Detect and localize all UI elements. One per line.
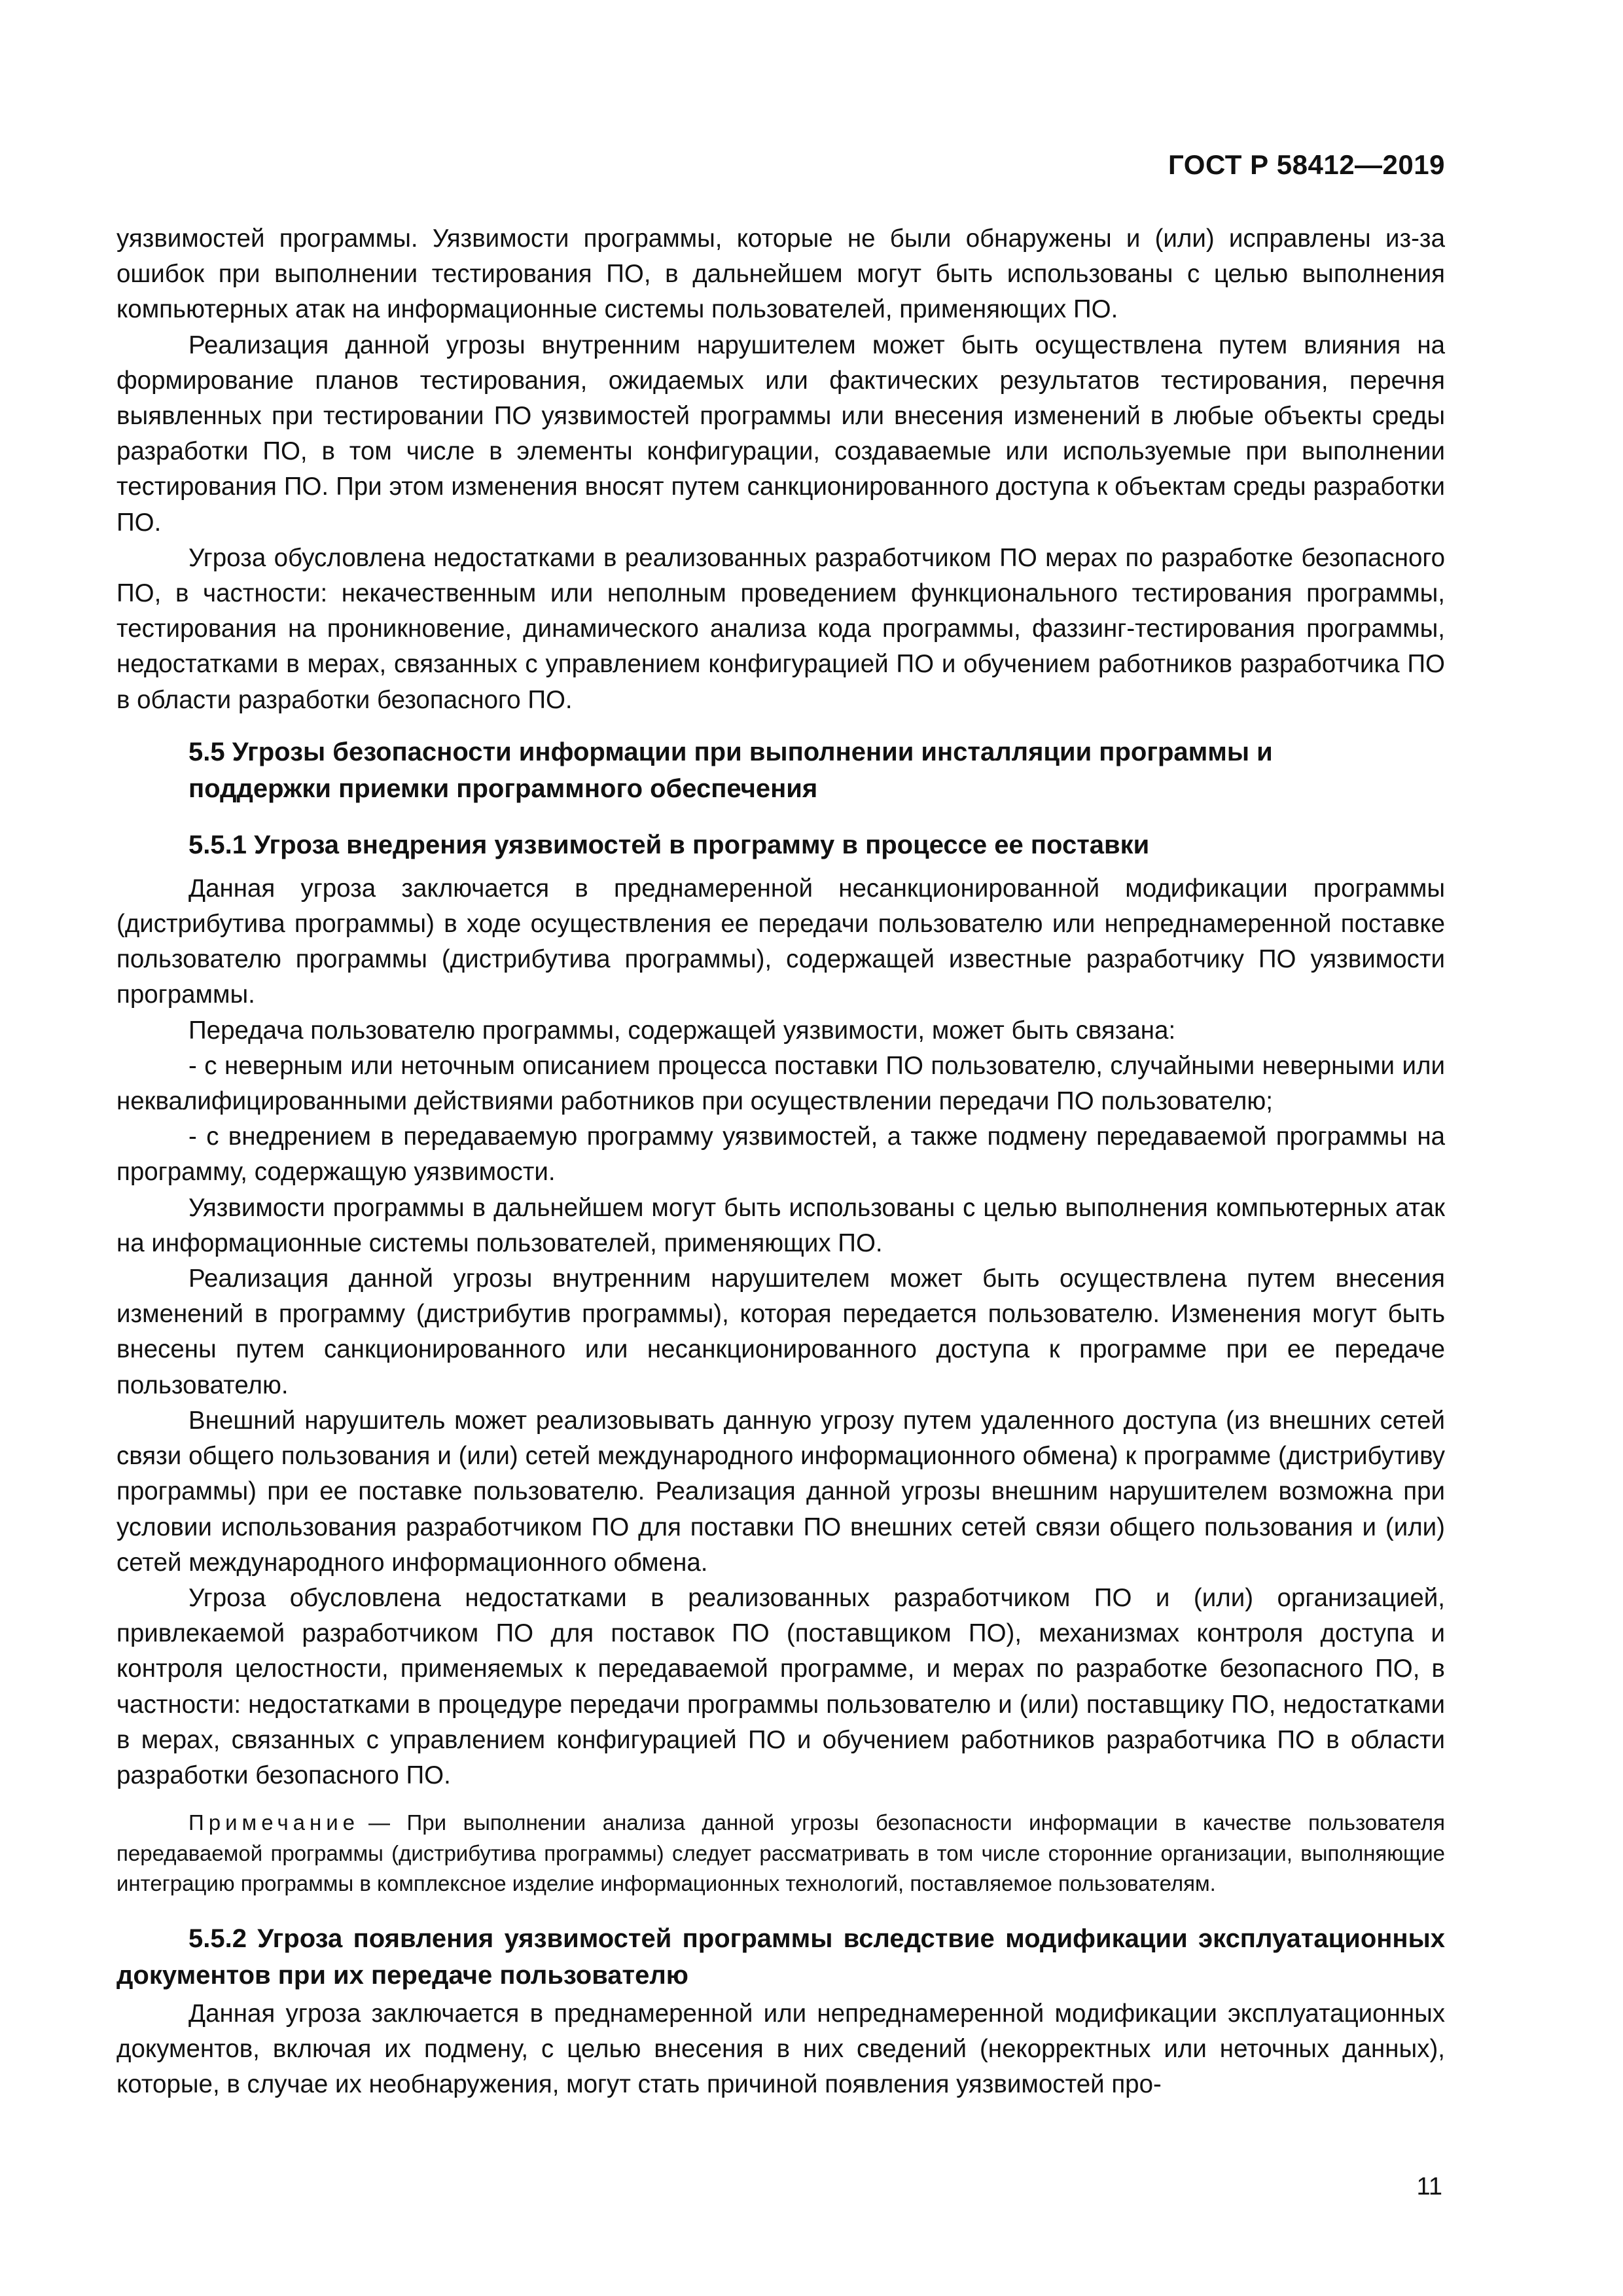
note — [116, 1808, 1445, 1899]
page-content — [116, 221, 1445, 2102]
paragraph: Уязвимости программы в дальнейшем могут быть использованы с целью выполнения компьютерных атак на информационные системы пользователей, применяющих ПО. — [116, 1193, 1445, 1257]
paragraph: Реализация данной угрозы внутренним нарушителем может быть осуществлена путем внесения изменений в программу (дистрибутив программы), которая передается пользователю. Изменения могут быть внесены путем санкционированного или несанкционированного доступа к программе при ее передаче пользователю. — [116, 1265, 1445, 1399]
page-number: 11 — [1416, 2173, 1442, 2200]
paragraph: Внешний нарушитель может реализовывать данную угрозу путем удаленного доступа (из внешних сетей связи общего пользования и (или) сетей международного информационного обмена) к программе (дистрибутиву программы) при ее поставке пользователю. Реализация данной угрозы внешним нарушителем возможна при условии использования разработчиком ПО для поставки ПО внешних сетей связи общего пользования и (или) сетей международного информационного обмена. — [116, 1406, 1445, 1577]
section-heading-5-5-1: 5.5.1 Угроза внедрения уязвимостей в программу в процессе ее поставки — [188, 830, 1150, 859]
paragraph: Передача пользователю программы, содержащей уязвимости, может быть связана: — [188, 1016, 1176, 1045]
list-item: - с внедрением в передаваемую программу уязвимостей, а также подмену передаваемой программы на программу, содержащую уязвимости. — [116, 1122, 1445, 1187]
paragraph: Данная угроза заключается в преднамеренной несанкционированной модификации программы (дистрибутива программы) в ходе осуществления ее передачи пользователю или непреднамеренной поставке пользователю программы (дистрибутива программы), содержащей известные разработчику ПО уязвимости программы. — [116, 874, 1445, 1009]
list-item: - с неверным или неточным описанием процесса поставки ПО пользователю, случайными неверными или неквалифицированными действиями работников при осуществлении передачи ПО пользователю; — [116, 1051, 1445, 1116]
note-text: — При выполнении анализа данной угрозы безопасности информации в качестве пользователя передаваемой программы (дистрибутива программы) следует рассматривать в том числе сторонние организации, выполняющие интеграцию программы в комплексное изделие информационных технологий, поставляемое пользователям. — [116, 1810, 1445, 1896]
section-heading-5-5-2: 5.5.2 Угроза появления уязвимостей программы вследствие модификации эксплуатационных документов при их передаче пользователю — [116, 1924, 1445, 1990]
paragraph: Угроза обусловлена недостатками в реализованных разработчиком ПО мерах по разработке безопасного ПО, в частности: некачественным или неполным проведением функционального тестирования программы, тестирования на проникновение, динамического анализа кода программы, фаззинг-тестирования программы, недостатками в мерах, связанных с управлением конфигурацией ПО и обучением работников разработчика ПО в области разработки безопасного ПО. — [116, 543, 1445, 714]
paragraph: Данная угроза заключается в преднамеренной или непреднамеренной модификации эксплуатационных документов, включая их подмену, с целью внесения в них сведений (некорректных или неточных данных), которые, в случае их необнаружения, могут стать причиной появления уязвимостей про- — [116, 1999, 1445, 2099]
note-label: Примечание — [188, 1810, 360, 1835]
paragraph: Угроза обусловлена недостатками в реализованных разработчиком ПО и (или) организацией, привлекаемой разработчиком ПО для поставок ПО (поставщиком ПО), механизмах контроля доступа и контроля целостности, применяемых к передаваемой программе, и мерах по разработке безопасного ПО, в частности: недостатками в процедуре передачи программы пользователю и (или) поставщику ПО, недостатками в мерах, связанных с управлением конфигурацией ПО и обучением работников разработчика ПО в области разработки безопасного ПО. — [116, 1583, 1445, 1789]
paragraph-continuation: уязвимостей программы. Уязвимости программы, которые не были обнаружены и (или) исправлены из-за ошибок при выполнении тестирования ПО, в дальнейшем могут быть использованы с целью выполнения компьютерных атак на информационные системы пользователей, применяющих ПО. — [116, 224, 1445, 324]
document-id-header: ГОСТ Р 58412—2019 — [1168, 149, 1445, 180]
section-heading-5-5: 5.5 Угрозы безопасности информации при выполнении инсталляции программы и поддержки приемки программного обеспечения — [188, 737, 1273, 803]
paragraph: Реализация данной угрозы внутренним нарушителем может быть осуществлена путем влияния на формирование планов тестирования, ожидаемых или фактических результатов тестирования, перечня выявленных при тестировании ПО уязвимостей программы или внесения изменений в любые объекты среды разработки ПО, в том числе в элементы конфигурации, создаваемые или используемые при выполнении тестирования ПО. При этом изменения вносят путем санкционированного доступа к объектам среды разработки ПО. — [116, 331, 1445, 537]
